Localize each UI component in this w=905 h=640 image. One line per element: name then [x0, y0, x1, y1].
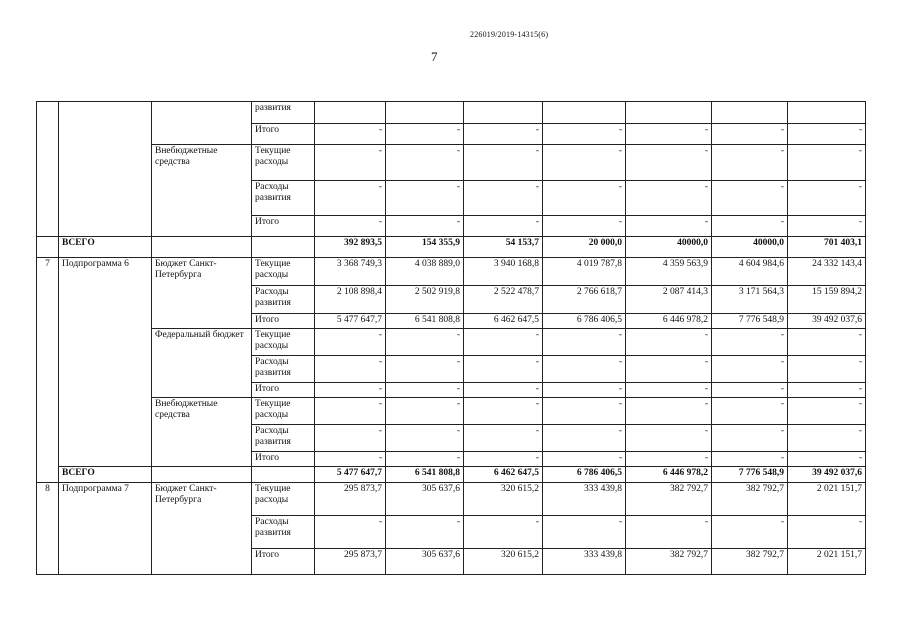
- value-cell: -: [386, 356, 464, 383]
- value-cell: -: [386, 124, 464, 145]
- value-cell: 39 492 037,6: [788, 467, 866, 483]
- table-row: [37, 398, 866, 425]
- value-cell: 320 615,2: [464, 483, 543, 516]
- row-number: [37, 237, 59, 258]
- value-cell: [626, 102, 712, 124]
- value-cell: -: [543, 425, 626, 452]
- value-cell: -: [712, 516, 788, 549]
- value-cell: -: [386, 516, 464, 549]
- table-row: [37, 258, 866, 286]
- value-cell: 3 940 168,8: [464, 258, 543, 286]
- row-number: 7: [37, 258, 59, 483]
- value-cell: -: [788, 181, 866, 216]
- value-cell: -: [315, 181, 386, 216]
- value-cell: -: [386, 425, 464, 452]
- expense-type: Итого: [252, 383, 315, 398]
- value-cell: 382 792,7: [712, 549, 788, 575]
- expense-type: Итого: [252, 124, 315, 145]
- value-cell: -: [712, 329, 788, 356]
- value-cell: -: [712, 145, 788, 181]
- value-cell: 5 477 647,7: [315, 314, 386, 329]
- value-cell: 295 873,7: [315, 483, 386, 516]
- expense-type: Итого: [252, 216, 315, 237]
- value-cell: 320 615,2: [464, 549, 543, 575]
- value-cell: 305 637,6: [386, 549, 464, 575]
- value-cell: -: [712, 398, 788, 425]
- expense-type: Текущие расходы: [252, 258, 315, 286]
- value-cell: -: [543, 356, 626, 383]
- funding-source: Бюджет Санкт-Петербурга: [152, 258, 252, 329]
- value-cell: -: [543, 145, 626, 181]
- value-cell: 6 541 808,8: [386, 314, 464, 329]
- table-row: [37, 145, 866, 181]
- value-cell: -: [315, 356, 386, 383]
- expense-type: Расходы развития: [252, 181, 315, 216]
- value-cell: -: [386, 398, 464, 425]
- value-cell: [788, 102, 866, 124]
- value-cell: -: [543, 452, 626, 467]
- value-cell: 40000,0: [626, 237, 712, 258]
- value-cell: -: [788, 383, 866, 398]
- program-name: Подпрограмма 7: [59, 483, 152, 575]
- value-cell: [543, 102, 626, 124]
- value-cell: [315, 102, 386, 124]
- value-cell: -: [386, 145, 464, 181]
- value-cell: -: [464, 398, 543, 425]
- value-cell: 2 087 414,3: [626, 286, 712, 314]
- value-cell: -: [315, 516, 386, 549]
- value-cell: 701 403,1: [788, 237, 866, 258]
- row-number: 8: [37, 483, 59, 575]
- expense-type: развития: [252, 102, 315, 124]
- program-name: Подпрограмма 6: [59, 258, 152, 467]
- value-cell: 2 522 478,7: [464, 286, 543, 314]
- total-label: ВСЕГО: [59, 467, 152, 483]
- value-cell: -: [464, 145, 543, 181]
- value-cell: 6 786 406,5: [543, 314, 626, 329]
- value-cell: 40000,0: [712, 237, 788, 258]
- budget-table: [36, 101, 866, 575]
- program-name: [59, 102, 152, 237]
- value-cell: 6 541 808,8: [386, 467, 464, 483]
- value-cell: -: [315, 452, 386, 467]
- value-cell: 6 462 647,5: [464, 314, 543, 329]
- value-cell: 2 502 919,8: [386, 286, 464, 314]
- value-cell: [464, 102, 543, 124]
- value-cell: -: [464, 356, 543, 383]
- value-cell: 295 873,7: [315, 549, 386, 575]
- value-cell: -: [626, 398, 712, 425]
- total-row: [37, 237, 866, 258]
- value-cell: -: [788, 356, 866, 383]
- value-cell: -: [543, 383, 626, 398]
- value-cell: -: [543, 329, 626, 356]
- value-cell: -: [315, 145, 386, 181]
- value-cell: [712, 102, 788, 124]
- value-cell: 2 021 151,7: [788, 549, 866, 575]
- budget-table-body: [37, 102, 866, 575]
- total-label: ВСЕГО: [59, 237, 152, 258]
- expense-type: Итого: [252, 452, 315, 467]
- value-cell: -: [464, 516, 543, 549]
- value-cell: -: [712, 124, 788, 145]
- row-number: [37, 102, 59, 237]
- funding-source: Внебюджетные средства: [152, 398, 252, 467]
- value-cell: -: [464, 216, 543, 237]
- value-cell: 4 019 787,8: [543, 258, 626, 286]
- funding-source: Внебюджетные средства: [152, 145, 252, 237]
- funding-source: [152, 237, 252, 258]
- expense-type: Итого: [252, 549, 315, 575]
- expense-type: Текущие расходы: [252, 329, 315, 356]
- expense-type: Текущие расходы: [252, 145, 315, 181]
- value-cell: 3 171 564,3: [712, 286, 788, 314]
- value-cell: 20 000,0: [543, 237, 626, 258]
- value-cell: -: [464, 425, 543, 452]
- table-row: [37, 102, 866, 124]
- page-number: 7: [431, 49, 438, 64]
- value-cell: -: [712, 383, 788, 398]
- value-cell: -: [315, 383, 386, 398]
- value-cell: 333 439,8: [543, 549, 626, 575]
- value-cell: -: [386, 216, 464, 237]
- value-cell: -: [543, 516, 626, 549]
- value-cell: 305 637,6: [386, 483, 464, 516]
- value-cell: -: [626, 516, 712, 549]
- value-cell: 2 108 898,4: [315, 286, 386, 314]
- value-cell: 6 786 406,5: [543, 467, 626, 483]
- value-cell: 382 792,7: [626, 549, 712, 575]
- funding-source: [152, 102, 252, 145]
- value-cell: -: [543, 216, 626, 237]
- value-cell: 6 446 978,2: [626, 467, 712, 483]
- value-cell: -: [712, 425, 788, 452]
- value-cell: 54 153,7: [464, 237, 543, 258]
- value-cell: -: [626, 216, 712, 237]
- expense-type: Расходы развития: [252, 286, 315, 314]
- document-number: 226019/2019-14315(6): [470, 30, 549, 39]
- expense-type: Расходы развития: [252, 516, 315, 549]
- value-cell: -: [464, 124, 543, 145]
- value-cell: -: [712, 181, 788, 216]
- value-cell: -: [788, 216, 866, 237]
- value-cell: -: [464, 181, 543, 216]
- value-cell: -: [788, 452, 866, 467]
- value-cell: 7 776 548,9: [712, 467, 788, 483]
- expense-type: Расходы развития: [252, 425, 315, 452]
- value-cell: -: [626, 356, 712, 383]
- value-cell: 5 477 647,7: [315, 467, 386, 483]
- value-cell: -: [543, 124, 626, 145]
- value-cell: -: [315, 398, 386, 425]
- value-cell: 382 792,7: [626, 483, 712, 516]
- value-cell: -: [464, 452, 543, 467]
- value-cell: [386, 102, 464, 124]
- value-cell: -: [626, 425, 712, 452]
- value-cell: -: [386, 452, 464, 467]
- expense-type: Текущие расходы: [252, 483, 315, 516]
- value-cell: -: [712, 356, 788, 383]
- value-cell: -: [543, 181, 626, 216]
- value-cell: -: [315, 124, 386, 145]
- value-cell: -: [386, 181, 464, 216]
- value-cell: -: [626, 124, 712, 145]
- value-cell: -: [788, 124, 866, 145]
- value-cell: 382 792,7: [712, 483, 788, 516]
- funding-source: Федеральный бюджет: [152, 329, 252, 398]
- value-cell: 15 159 894,2: [788, 286, 866, 314]
- value-cell: 7 776 548,9: [712, 314, 788, 329]
- value-cell: -: [788, 398, 866, 425]
- value-cell: -: [626, 452, 712, 467]
- value-cell: 154 355,9: [386, 237, 464, 258]
- value-cell: 4 038 889,0: [386, 258, 464, 286]
- value-cell: -: [788, 516, 866, 549]
- value-cell: -: [626, 145, 712, 181]
- value-cell: -: [788, 425, 866, 452]
- value-cell: -: [386, 329, 464, 356]
- value-cell: 6 462 647,5: [464, 467, 543, 483]
- value-cell: -: [626, 329, 712, 356]
- expense-type: [252, 237, 315, 258]
- funding-source: [152, 467, 252, 483]
- value-cell: -: [788, 145, 866, 181]
- value-cell: 39 492 037,6: [788, 314, 866, 329]
- value-cell: -: [315, 216, 386, 237]
- expense-type: Итого: [252, 314, 315, 329]
- value-cell: 24 332 143,4: [788, 258, 866, 286]
- value-cell: 6 446 978,2: [626, 314, 712, 329]
- value-cell: 333 439,8: [543, 483, 626, 516]
- value-cell: -: [315, 329, 386, 356]
- value-cell: -: [464, 383, 543, 398]
- value-cell: 392 893,5: [315, 237, 386, 258]
- expense-type: [252, 467, 315, 483]
- value-cell: 3 368 749,3: [315, 258, 386, 286]
- value-cell: 2 766 618,7: [543, 286, 626, 314]
- value-cell: -: [626, 383, 712, 398]
- value-cell: -: [626, 181, 712, 216]
- value-cell: 4 604 984,6: [712, 258, 788, 286]
- value-cell: -: [315, 425, 386, 452]
- value-cell: 2 021 151,7: [788, 483, 866, 516]
- table-row: [37, 483, 866, 516]
- expense-type: Расходы развития: [252, 356, 315, 383]
- table-row: [37, 329, 866, 356]
- value-cell: -: [788, 329, 866, 356]
- expense-type: Текущие расходы: [252, 398, 315, 425]
- value-cell: 4 359 563,9: [626, 258, 712, 286]
- value-cell: -: [386, 383, 464, 398]
- value-cell: -: [712, 216, 788, 237]
- value-cell: -: [464, 329, 543, 356]
- funding-source: Бюджет Санкт-Петербурга: [152, 483, 252, 575]
- total-row: [37, 467, 866, 483]
- value-cell: -: [543, 398, 626, 425]
- value-cell: -: [712, 452, 788, 467]
